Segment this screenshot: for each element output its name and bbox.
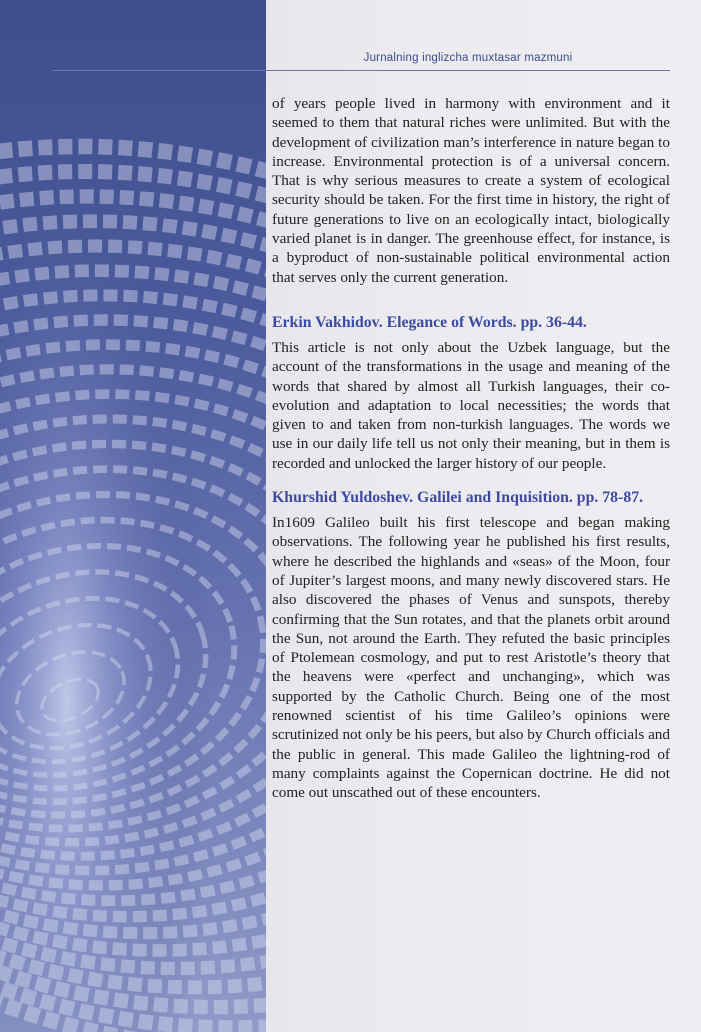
article-body (272, 94, 670, 803)
article-summary-yuldoshev: In1609 Galileo built his first telescope and began making observations. The following year he published his first results, where he described the highlands and «seas» of the Moon, four of Jupiter’s largest moons, and many newly discovered stars. He also discovered the phases of Venus and sunspots, thereby confirming that the Sun rotates, and that the planets orbit around the Sun, not around the Earth. They refuted the basic principles of Ptolemean cosmology, and put to rest Aristotle’s theory that the heavens were «perfect and unchanging», which was supported by the Catholic Church. Being one of the most renowned scientist of his time Galileo’s opinions were scrutinized not only be his peers, but also by Church officials and the public in general. This made Galileo the lightning-rod of many complaints against the Copernican doctrine. He did not come out unscathed out of these encounters. (272, 514, 670, 802)
header-rule (52, 70, 670, 71)
article-heading-yuldoshev: Khurshid Yuldoshev. Galilei and Inquisition. pp. 78-87. (272, 489, 644, 507)
intro-paragraph: of years people lived in harmony with environment and it seemed to them that natural riches were unlimited. But with the development of civilization man’s interference in nature began to increase. Environmental protection is of a universal concern. That is why serious measures to create a system of ecological security should be taken. For the first time in history, the right of future generations to live on an ecologically intact, biologically varied planet is in danger. The greenhouse effect, for instance, is a byproduct of non-sustainable political environmental action that serves only the current generation. (272, 95, 670, 286)
decorative-spiral-image (0, 0, 266, 1032)
article-heading-vakhidov: Erkin Vakhidov. Elegance of Words. pp. 36-44. (272, 313, 587, 331)
running-title: Jurnalning inglizcha muxtasar mazmuni (363, 52, 573, 64)
article-summary-vakhidov: This article is not only about the Uzbek language, but the account of the transformations in the usage and meaning of the words that shared by almost all Turkish languages, their co-evolution and adaptation to local necessities; the words that given to and taken from non-turkish languages. The words we use in our daily life tell us not only their meaning, but in them is recorded and unlocked the larger history of our people. (272, 338, 670, 472)
